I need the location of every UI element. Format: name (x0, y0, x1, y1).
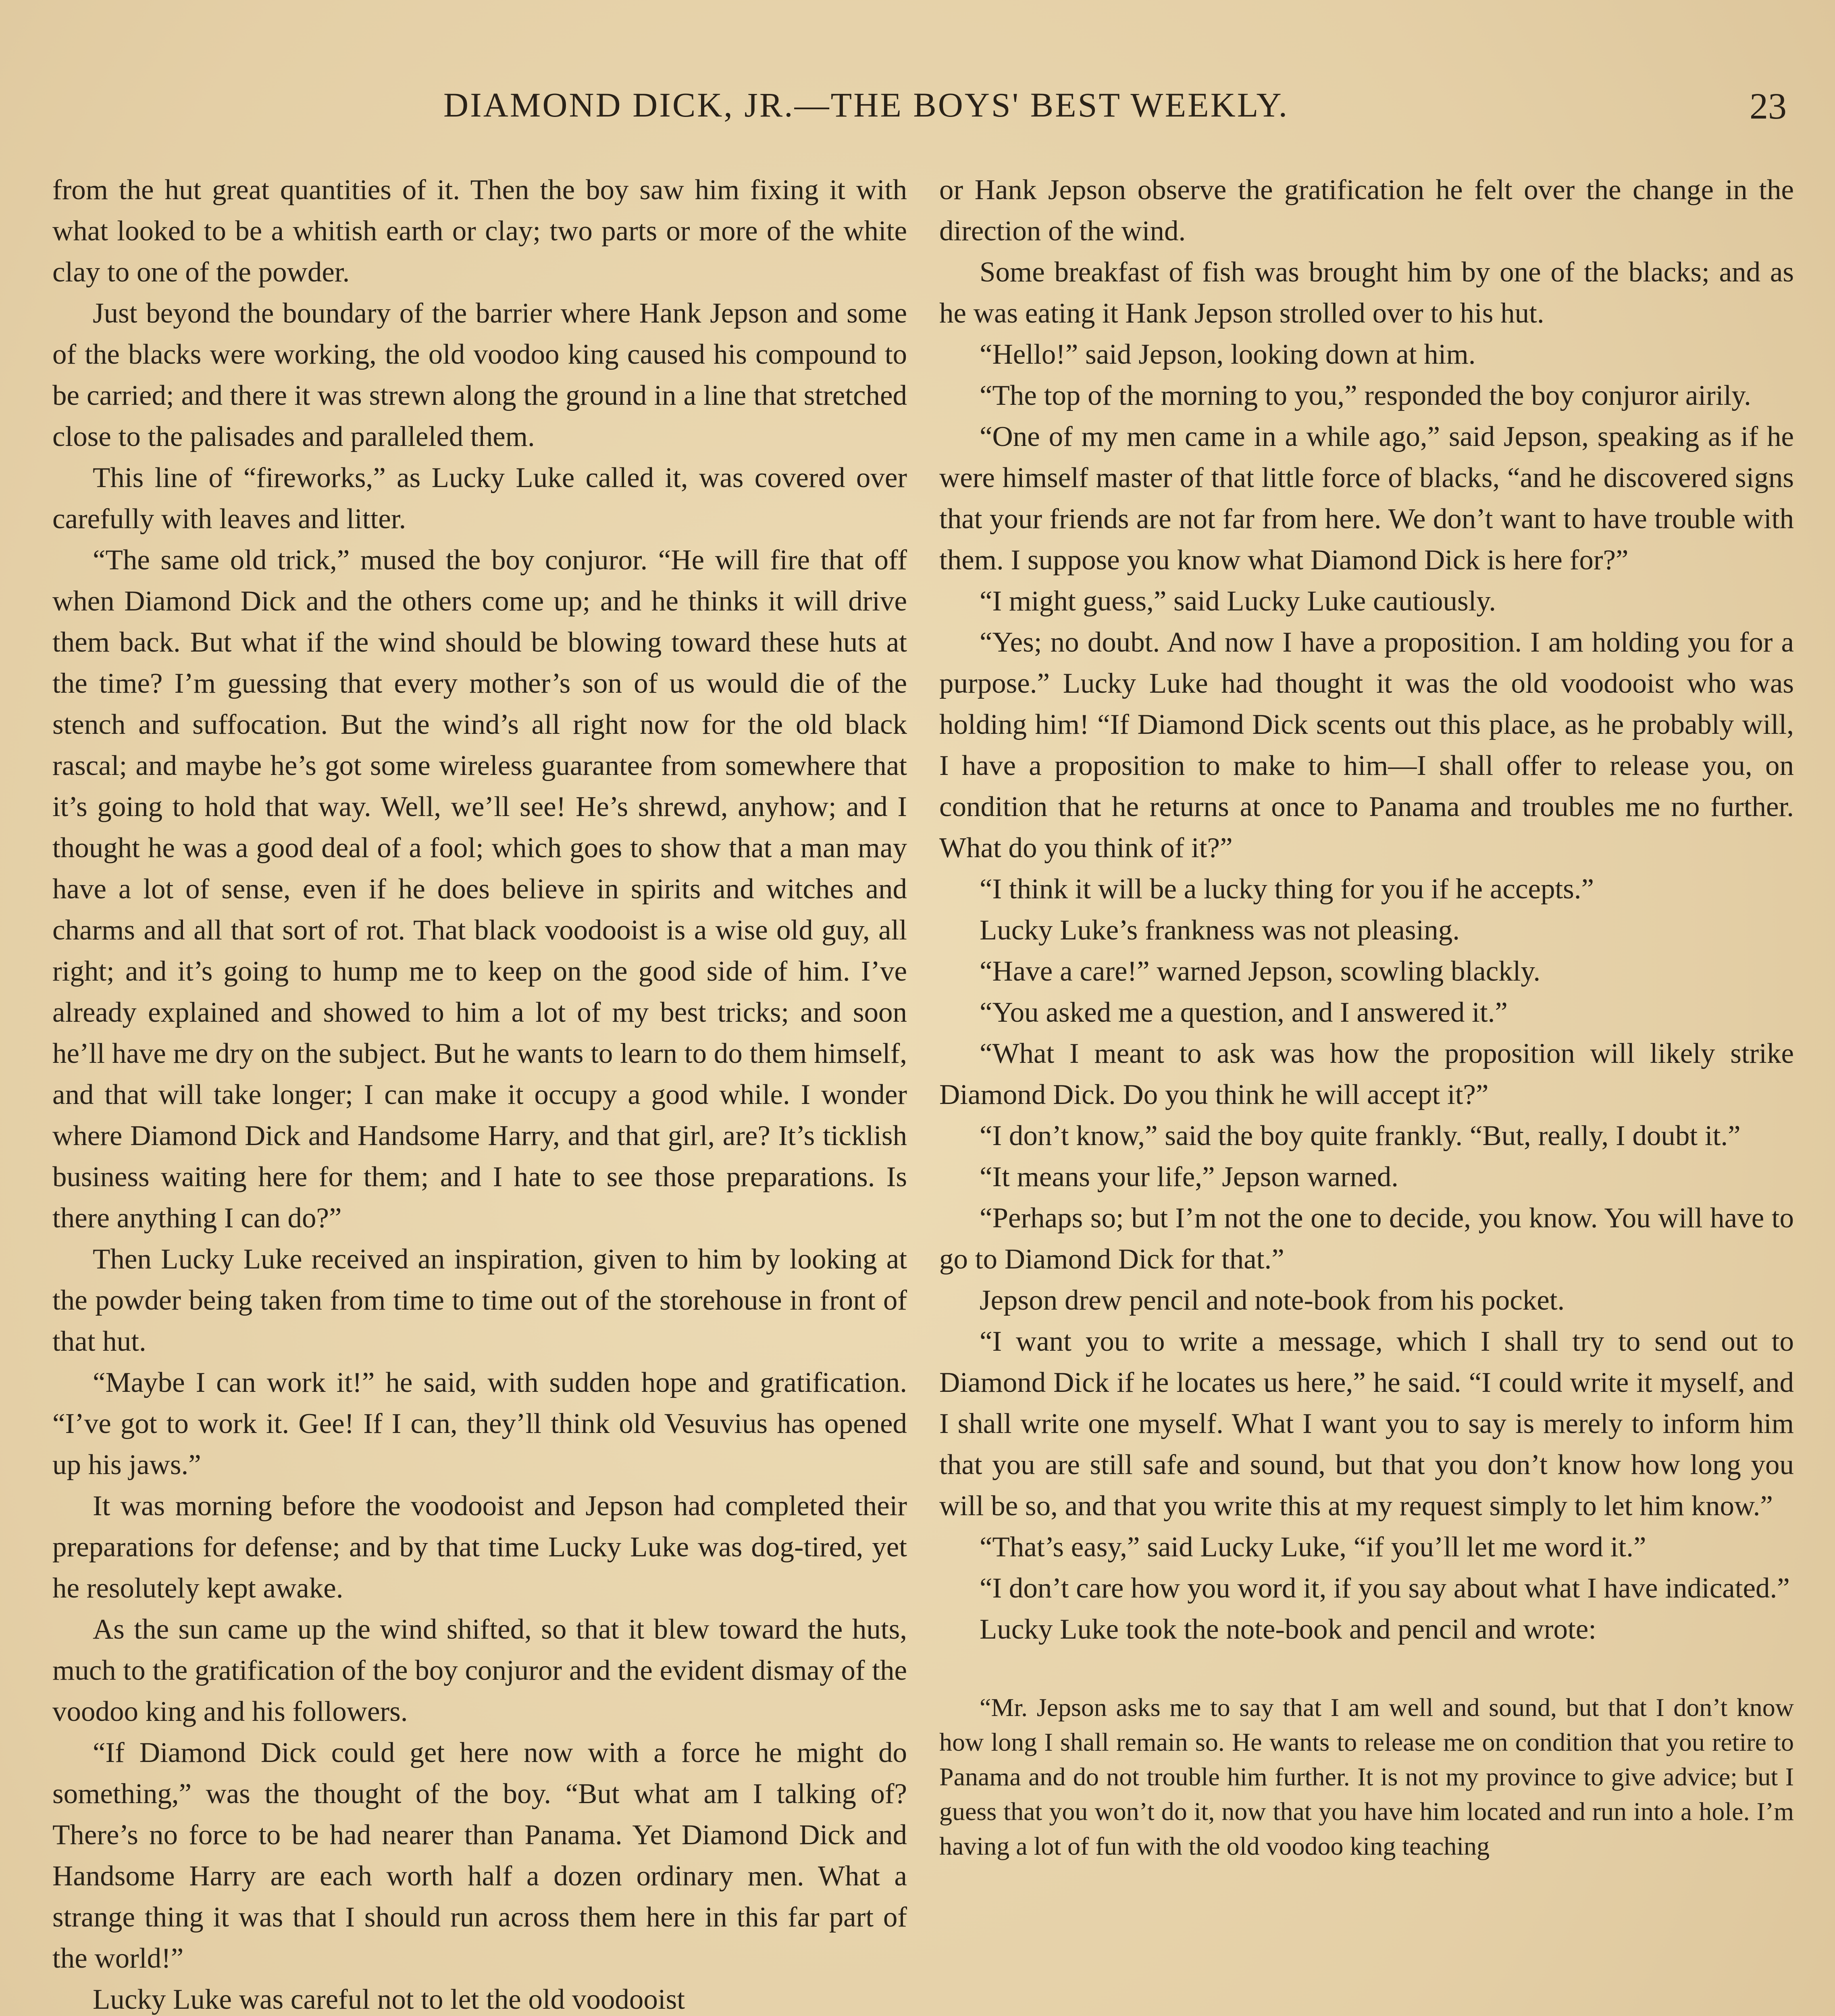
paragraph: “Have a care!” warned Jepson, scowling blackly. (980, 956, 1541, 987)
paragraph: Lucky Luke was careful not to let the old voodooist (93, 1984, 685, 2015)
paragraph: It was morning before the voodooist and Jepson had completed their preparations for defense; and by that time Lucky Luke was dog-tired, yet he resolutely kept awake. (52, 1490, 907, 1604)
left-column (52, 169, 907, 2016)
page-number: 23 (1750, 85, 1787, 127)
paragraph: “What I meant to ask was how the proposition will likely strike Diamond Dick. Do you think he will accept it?” (939, 1038, 1794, 1110)
paragraph: Lucky Luke’s frankness was not pleasing. (980, 914, 1460, 946)
page-header (0, 85, 1835, 137)
paragraph: “Yes; no doubt. And now I have a proposition. I am holding you for a purpose.” Lucky Luke had thought it was the old voodooist who was holding him! “If Diamond Dick scents out this place, as he probably will, I have a proposition to make to him—I shall offer to release you, on condition that he returns at once to Panama and troubles me no further. What do you think of it?” (939, 627, 1794, 864)
paragraph: “One of my men came in a while ago,” said Jepson, speaking as if he were himself master of that little force of blacks, “and he discovered signs that your friends are not far from here. We don’t want to have trouble with them. I suppose you know what Diamond Dick is here for?” (939, 421, 1794, 576)
paragraph: “The top of the morning to you,” responded the boy conjuror airily. (980, 380, 1751, 411)
letter-text: “Mr. Jepson asks me to say that I am well and sound, but that I don’t know how long I shall remain so. He wants to release me on condition that you retire to Panama and do not trouble him further. It is not my province to give advice; but I guess that you won’t do it, now that you have him located and run into a hole. I’m having a lot of fun with the old voodoo king teaching (939, 1693, 1794, 1860)
paragraph: “The same old trick,” mused the boy conjuror. “He will fire that off when Diamond Dick and the others come up; and he thinks it will drive them back. But what if the wind should be blowing toward these huts at the time? I’m guessing that every mother’s son of us would die of the stench and suffocation. But the wind’s all right now for the old black rascal; and maybe he’s got some wireless guarantee from somewhere that it’s going to hold that way. Well, we’ll see! He’s shrewd, anyhow; and I thought he was a good deal of a fool; which goes to show that a man may have a lot of sense, even if he does believe in spirits and witches and charms and all that sort of rot. That black voodooist is a wise old guy, all right; and it’s going to hump me to keep on the good side of him. I’ve already explained and showed to him a lot of my best tricks; and soon he’ll have me dry on the subject. But he wants to learn to do them himself, and that will take longer; I can make it occupy a good while. I wonder where Diamond Dick and Handsome Harry, and that girl, are? It’s ticklish business waiting here for them; and I hate to see those preparations. Is there anything I can do?” (52, 544, 907, 1234)
paragraph: “Perhaps so; but I’m not the one to decide, you know. You will have to go to Diamond Dick for that.” (939, 1202, 1794, 1275)
paragraph: Lucky Luke took the note-book and pencil and wrote: (980, 1614, 1597, 1645)
paragraph: “Maybe I can work it!” he said, with sudden hope and gratification. “I’ve got to work it. Gee! If I can, they’ll think old Vesuvius has opened up his jaws.” (52, 1367, 907, 1481)
paragraph: Jepson drew pencil and note-book from his pocket. (980, 1285, 1565, 1316)
paragraph: “I want you to write a message, which I shall try to send out to Diamond Dick if he locates us here,” he said. “I could write it myself, and I shall write one myself. What I want you to say is merely to inform him that you are still safe and sound, but that you don’t know how long you will be so, and that you write this at my request simply to let him know.” (939, 1326, 1794, 1522)
right-column (939, 169, 1794, 1864)
paragraph: “I think it will be a lucky thing for you if he accepts.” (980, 873, 1594, 905)
paragraph: “If Diamond Dick could get here now with a force he might do something,” was the thought of the boy. “But what am I talking of? There’s no force to be had nearer than Panama. Yet Diamond Dick and Handsome Harry are each worth half a dozen ordinary men. What a strange thing it was that I should run across them here in this far part of the world!” (52, 1737, 907, 1974)
paragraph: from the hut great quantities of it. Then the boy saw him fixing it with what looked to be a whitish earth or clay; two parts or more of the white clay to one of the powder. (52, 174, 907, 288)
paragraph: “I don’t know,” said the boy quite frankly. “But, really, I doubt it.” (980, 1120, 1741, 1152)
paragraph: or Hank Jepson observe the gratification he felt over the change in the direction of the wind. (939, 174, 1794, 247)
paragraph: “I don’t care how you word it, if you say about what I have indicated.” (980, 1572, 1790, 1604)
paragraph: This line of “fireworks,” as Lucky Luke called it, was covered over carefully with leaves and litter. (52, 462, 907, 535)
paragraph: Some breakfast of fish was brought him by one of the blacks; and as he was eating it Hank Jepson strolled over to his hut. (939, 256, 1794, 329)
paragraph: As the sun came up the wind shifted, so that it blew toward the huts, much to the gratification of the boy conjuror and the evident dismay of the voodoo king and his followers. (52, 1614, 907, 1727)
paragraph: “It means your life,” Jepson warned. (980, 1161, 1398, 1193)
running-title: DIAMOND DICK, JR.—THE BOYS' BEST WEEKLY. (443, 85, 1289, 124)
paragraph: “Hello!” said Jepson, looking down at him. (980, 339, 1476, 370)
paragraph: “I might guess,” said Lucky Luke cautiously. (980, 585, 1496, 617)
paragraph: Then Lucky Luke received an inspiration, given to him by looking at the powder being taken from time to time out of the storehouse in front of that hut. (52, 1243, 907, 1357)
paragraph: “That’s easy,” said Lucky Luke, “if you’ll let me word it.” (980, 1531, 1646, 1563)
paragraph: Just beyond the boundary of the barrier where Hank Jepson and some of the blacks were working, the old voodoo king caused his compound to be carried; and there it was strewn along the ground in a line that stretched close to the palisades and paralleled them. (52, 298, 907, 452)
paragraph: “You asked me a question, and I answered it.” (980, 997, 1508, 1028)
